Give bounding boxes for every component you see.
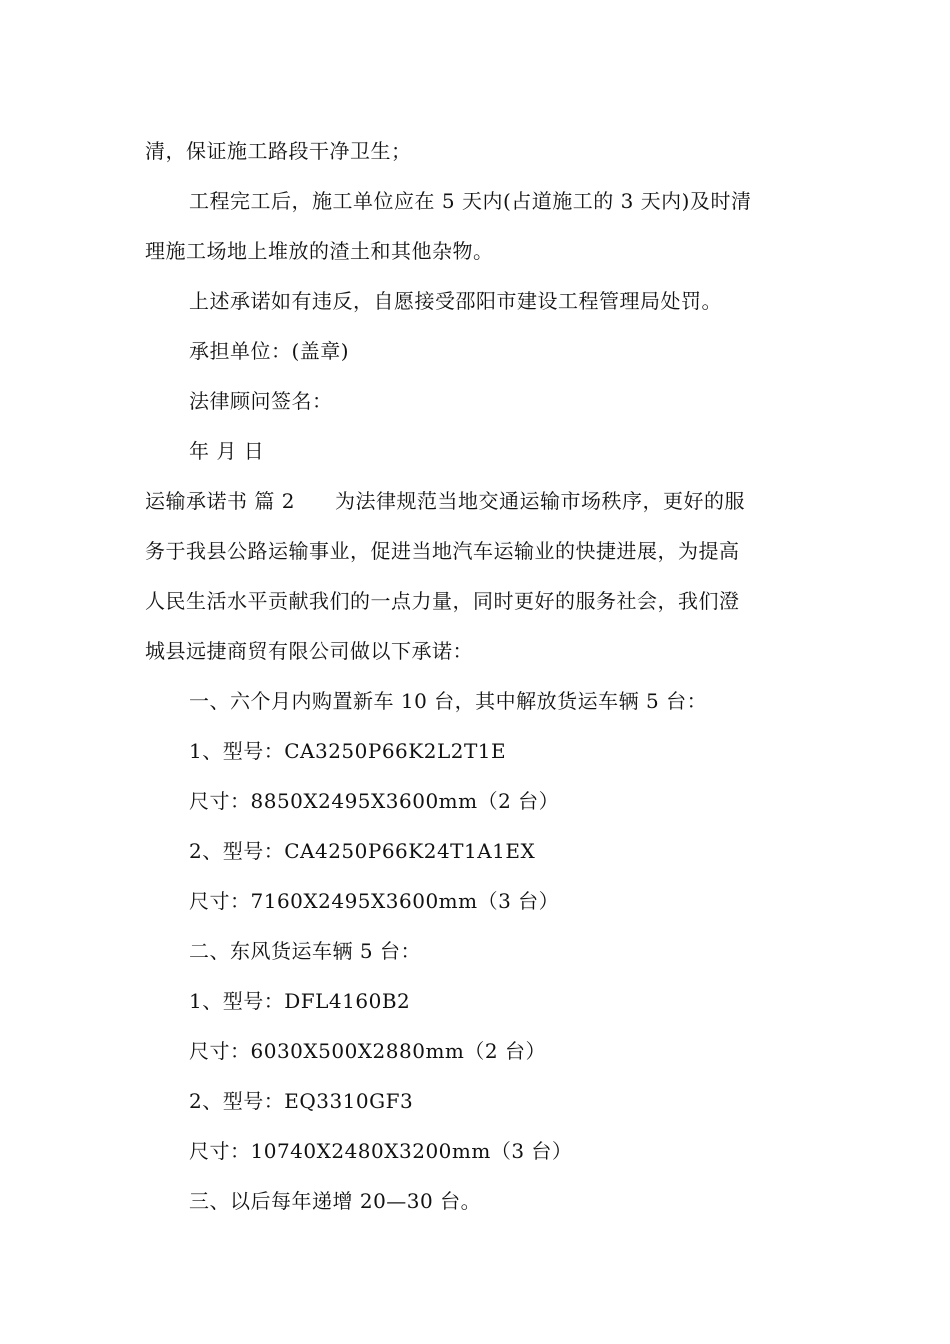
list-item: 尺寸：7160X2495X3600mm（3 台） [189, 889, 560, 913]
signature-unit-line: 承担单位：(盖章) [189, 339, 350, 363]
list-item: 2、型号：EQ3310GF3 [189, 1089, 414, 1113]
body-text-line: 理施工场地上堆放的渣土和其他杂物。 [145, 239, 494, 263]
body-text-line: 清，保证施工路段干净卫生； [145, 139, 412, 163]
list-item: 二、东风货运车辆 5 台： [189, 939, 421, 963]
body-text-line: 城县远捷商贸有限公司做以下承诺： [145, 639, 473, 663]
section-heading: 运输承诺书 篇 2 [145, 489, 295, 513]
legal-advisor-signature-line: 法律顾问签名： [189, 389, 333, 413]
body-text-line: 人民生活水平贡献我们的一点力量，同时更好的服务社会，我们澄 [145, 589, 740, 613]
body-text-line: 上述承诺如有违反，自愿接受邵阳市建设工程管理局处罚。 [189, 289, 722, 313]
list-item: 尺寸：6030X500X2880mm（2 台） [189, 1039, 546, 1063]
list-item: 2、型号：CA4250P66K24T1A1EX [189, 839, 536, 863]
list-item: 1、型号：DFL4160B2 [189, 989, 411, 1013]
date-line: 年 月 日 [189, 439, 265, 463]
list-item: 尺寸：8850X2495X3600mm（2 台） [189, 789, 560, 813]
body-text-line: 为法律规范当地交通运输市场秩序，更好的服 [334, 489, 745, 513]
body-text-line: 工程完工后，施工单位应在 5 天内(占道施工的 3 天内)及时清 [189, 189, 752, 213]
section-first-line [145, 487, 745, 515]
body-text-line: 务于我县公路运输事业，促进当地汽车运输业的快捷进展，为提高 [145, 539, 740, 563]
list-item: 1、型号：CA3250P66K2L2T1E [189, 739, 507, 763]
list-item: 三、以后每年递增 20—30 台。 [189, 1189, 482, 1213]
list-item: 一、六个月内购置新车 10 台，其中解放货运车辆 5 台： [189, 689, 708, 713]
list-item: 尺寸：10740X2480X3200mm（3 台） [189, 1139, 573, 1163]
